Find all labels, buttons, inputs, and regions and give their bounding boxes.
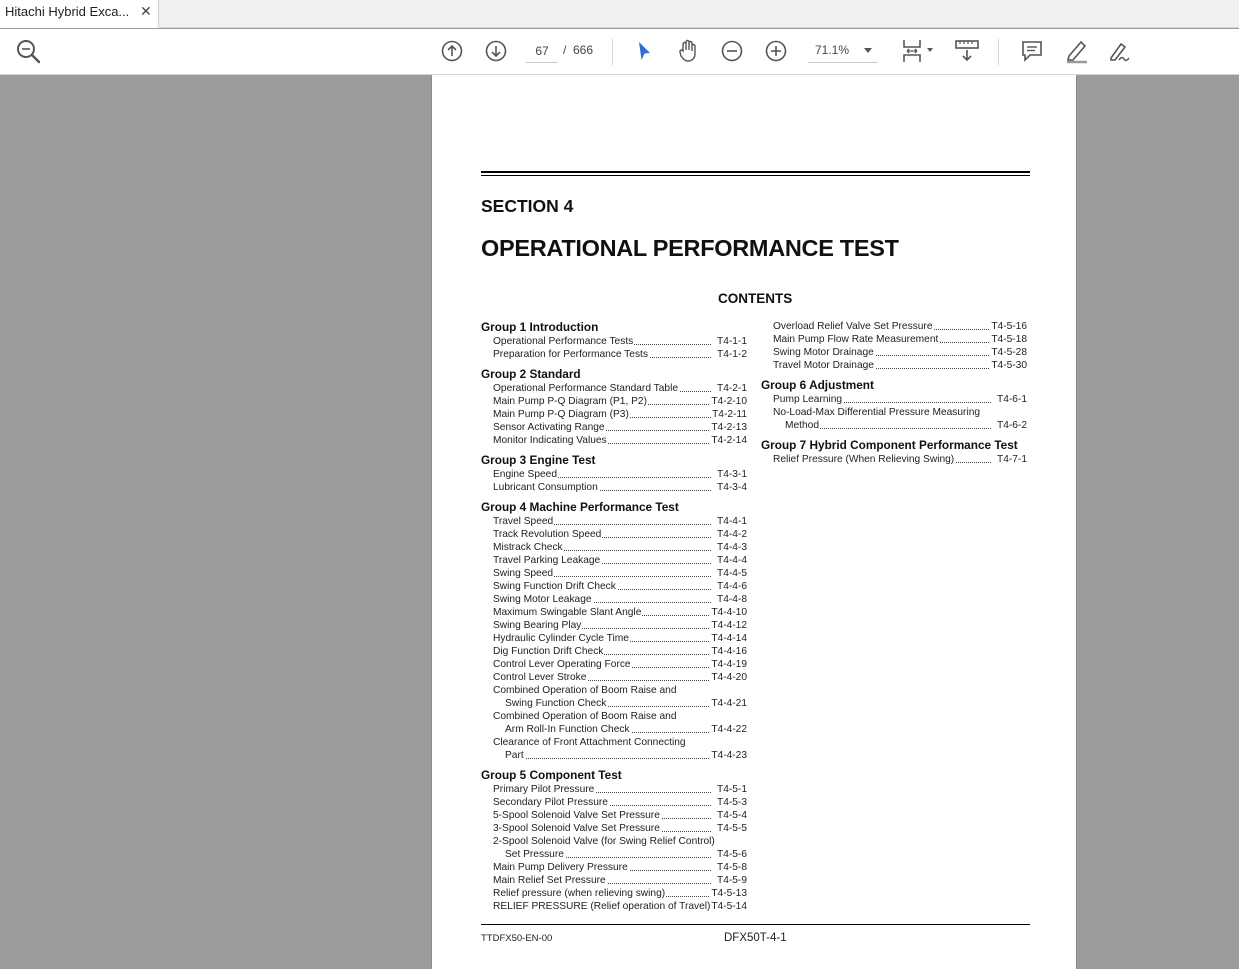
toc-entry-label: Control Lever Stroke: [493, 672, 587, 683]
toc-entry[interactable]: [481, 796, 747, 809]
toc-entry[interactable]: [481, 382, 747, 395]
toc-group-title: Group 6 Adjustment: [761, 378, 874, 392]
toc-entry[interactable]: [481, 335, 747, 348]
toc-entry-label: Track Revolution Speed: [493, 529, 602, 540]
toc-entry-page: T4-4-12: [711, 620, 747, 631]
toc-entry-page: T4-4-19: [711, 659, 747, 670]
header-rule: [481, 171, 1030, 173]
zoom-value: 71.1%: [815, 43, 850, 57]
toc-entry-label: No-Load-Max Differential Pressure Measuring: [773, 407, 981, 418]
toc-entry-page: T4-3-4: [716, 482, 747, 493]
toc-entry-label: Combined Operation of Boom Raise and: [493, 685, 677, 696]
zoom-in-icon[interactable]: [761, 36, 791, 66]
toc-group-title: Group 5 Component Test: [481, 768, 622, 782]
page-down-icon[interactable]: [481, 36, 511, 66]
toc-entry-label: Hydraulic Cylinder Cycle Time: [493, 633, 629, 644]
toc-entry-page: T4-4-3: [716, 542, 747, 553]
toc-entry[interactable]: [481, 348, 747, 361]
toc-entry[interactable]: [761, 333, 1027, 346]
toc-entry-page: T4-4-16: [711, 646, 747, 657]
toc-entry-label: Operational Performance Tests: [493, 336, 634, 347]
toc-entry[interactable]: [481, 658, 747, 671]
toc-entry-page: T4-4-22: [711, 724, 747, 735]
toc-entry-page: T4-4-5: [716, 568, 747, 579]
toc-group-title: Group 4 Machine Performance Test: [481, 500, 679, 514]
toc-entry[interactable]: [761, 393, 1027, 406]
toc-entry-label: 3-Spool Solenoid Valve Set Pressure: [493, 823, 660, 834]
close-icon[interactable]: ✕: [140, 3, 152, 19]
sign-icon[interactable]: [1105, 36, 1135, 66]
toc-leader-dots: [505, 758, 711, 759]
toc-entry-page: T4-5-4: [716, 810, 747, 821]
toc-entry-label: Relief pressure (when relieving swing): [493, 888, 666, 899]
page-separator: /: [563, 43, 567, 57]
tab-strip: [0, 0, 1239, 28]
toc-entry[interactable]: [481, 736, 747, 749]
toc-entry[interactable]: [761, 419, 1027, 432]
toc-entry[interactable]: [481, 468, 747, 481]
toolbar-divider: [998, 39, 999, 65]
toc-entry[interactable]: [481, 874, 747, 887]
toc-entry[interactable]: [481, 567, 747, 580]
toolbar: [0, 29, 1239, 75]
toc-entry[interactable]: [761, 346, 1027, 359]
zoom-select[interactable]: [808, 39, 878, 63]
document-tab[interactable]: [0, 0, 159, 28]
toc-entry-label: Control Lever Operating Force: [493, 659, 631, 670]
toc-entry-label: Main Pump P-Q Diagram (P1, P2): [493, 396, 647, 407]
toc-entry-page: T4-2-13: [711, 422, 747, 433]
toc-entry-page: T4-5-6: [716, 849, 747, 860]
toc-entry-page: T4-4-2: [716, 529, 747, 540]
page-total: 666: [573, 43, 594, 57]
toc-entry-label: Travel Speed: [493, 516, 554, 527]
contents-heading: CONTENTS: [718, 291, 793, 306]
toc-entry-label: Secondary Pilot Pressure: [493, 797, 608, 808]
toc-entry-page: T4-5-9: [716, 875, 747, 886]
toc-entry-page: T4-2-1: [716, 383, 747, 394]
toc-entry-page: T4-5-3: [716, 797, 747, 808]
toc-entry-label: Combined Operation of Boom Raise and: [493, 711, 677, 722]
hand-icon[interactable]: [673, 36, 703, 66]
toc-entry[interactable]: [481, 783, 747, 796]
toc-column-left: [481, 320, 747, 913]
toc-entry-page: T4-7-1: [996, 454, 1027, 465]
zoom-out-icon[interactable]: [717, 36, 747, 66]
toc-entry[interactable]: [481, 606, 747, 619]
header-rule: [481, 175, 1030, 176]
toc-entry-label: Main Relief Set Pressure: [493, 875, 606, 886]
toc-group-title: Group 3 Engine Test: [481, 453, 596, 467]
toc-entry-label: Sensor Activating Range: [493, 422, 605, 433]
toc-entry[interactable]: [481, 619, 747, 632]
highlight-icon[interactable]: [1061, 36, 1091, 66]
toc-entry-label: Main Pump Flow Rate Measurement: [773, 334, 939, 345]
toc-entry-label: Swing Bearing Play: [493, 620, 582, 631]
toc-entry-label: Main Pump P-Q Diagram (P3): [493, 409, 629, 420]
toc-entry-page: T4-2-11: [712, 409, 747, 420]
toc-entry-page: T4-5-1: [716, 784, 747, 795]
toc-entry[interactable]: [481, 835, 747, 848]
toc-entry-label: 5-Spool Solenoid Valve Set Pressure: [493, 810, 660, 821]
toc-entry-label: 2-Spool Solenoid Valve (for Swing Relief Control): [493, 836, 715, 847]
toc-entry[interactable]: [481, 541, 747, 554]
toc-entry-page: T4-5-28: [991, 347, 1027, 358]
toc-entry-page: T4-2-10: [711, 396, 747, 407]
document-page: [431, 75, 1077, 969]
toc-entry-page: T4-4-20: [711, 672, 747, 683]
toc-entry-label: Clearance of Front Attachment Connecting: [493, 737, 686, 748]
toc-entry-page: T4-4-21: [711, 698, 747, 709]
toc-entry-page: T4-2-14: [711, 435, 747, 446]
tab-title: Hitachi Hybrid Exca...: [5, 4, 130, 19]
toc-entry-label: Mistrack Check: [493, 542, 563, 553]
toc-entry-page: T4-4-4: [716, 555, 747, 566]
toc-entry[interactable]: [481, 554, 747, 567]
fit-page-icon[interactable]: [898, 36, 938, 66]
toc-entry[interactable]: [761, 359, 1027, 372]
toc-entry-page: T4-5-13: [711, 888, 747, 899]
toc-entry-page: T4-5-18: [991, 334, 1027, 345]
toc-entry[interactable]: [481, 632, 747, 645]
toc-entry-page: T4-4-6: [716, 581, 747, 592]
toc-entry-page: T4-4-14: [711, 633, 747, 644]
toc-entry-label: Method: [785, 420, 819, 431]
toc-entry[interactable]: [481, 697, 747, 710]
toc-entry[interactable]: [481, 528, 747, 541]
cursor-icon[interactable]: [629, 36, 659, 66]
page-number-input[interactable]: [526, 39, 558, 63]
section-label: SECTION 4: [481, 196, 574, 216]
toc-entry-label: Preparation for Performance Tests: [493, 349, 648, 360]
toc-entry[interactable]: [481, 593, 747, 606]
toc-entry-page: T4-5-8: [716, 862, 747, 873]
toc-entry-page: T4-5-5: [716, 823, 747, 834]
section-title: OPERATIONAL PERFORMANCE TEST: [481, 235, 899, 261]
toc-entry-page: T4-4-23: [711, 750, 747, 761]
chevron-down-icon: [864, 48, 872, 53]
toc-entry[interactable]: [761, 320, 1027, 333]
toc-entry-label: Swing Motor Leakage: [493, 594, 592, 605]
toc-entry-page: T4-3-1: [716, 469, 747, 480]
toc-entry[interactable]: [481, 580, 747, 593]
toc-entry-page: T4-4-10: [711, 607, 747, 618]
toc-entry-label: Set Pressure: [505, 849, 564, 860]
toc-entry-label: Dig Function Drift Check: [493, 646, 604, 657]
toc-entry[interactable]: [481, 645, 747, 658]
scroll-mode-icon[interactable]: [952, 36, 982, 66]
footer-code: TTDFX50-EN-00: [481, 933, 553, 944]
toc-entry-label: Travel Parking Leakage: [493, 555, 601, 566]
toc-entry-page: T4-1-2: [716, 349, 747, 360]
toc-entry[interactable]: [481, 481, 747, 494]
toc-entry-page: T4-4-1: [716, 516, 747, 527]
toc-entry[interactable]: [481, 861, 747, 874]
toc-entry[interactable]: [481, 684, 747, 697]
search-icon[interactable]: [13, 36, 43, 66]
toc-entry[interactable]: [481, 848, 747, 861]
toc-entry-label: Swing Function Check: [505, 698, 607, 709]
toc-group-title: Group 2 Standard: [481, 367, 581, 381]
toc-entry-label: Overload Relief Valve Set Pressure: [773, 321, 933, 332]
toc-entry[interactable]: [481, 710, 747, 723]
toc-entry-label: Travel Motor Drainage: [773, 360, 874, 371]
toc-entry-label: RELIEF PRESSURE (Relief operation of Travel): [493, 901, 711, 912]
toc-entry-page: T4-6-1: [996, 394, 1027, 405]
toc-entry[interactable]: [481, 900, 747, 913]
toc-entry-label: Main Pump Delivery Pressure: [493, 862, 628, 873]
toc-column-right: [761, 320, 1027, 466]
toolbar-divider: [612, 39, 613, 65]
toc-entry[interactable]: [761, 453, 1027, 466]
toc-entry[interactable]: [761, 406, 1027, 419]
toc-entry[interactable]: [481, 434, 747, 447]
toc-entry-label: Monitor Indicating Values: [493, 435, 607, 446]
toc-entry[interactable]: [481, 515, 747, 528]
toc-entry-page: T4-5-30: [991, 360, 1027, 371]
page-up-icon[interactable]: [437, 36, 467, 66]
toc-entry[interactable]: [481, 887, 747, 900]
toc-entry-page: T4-5-16: [991, 321, 1027, 332]
toc-entry-label: Arm Roll-In Function Check: [505, 724, 630, 735]
toc-entry[interactable]: [481, 723, 747, 736]
toc-entry-label: Operational Performance Standard Table: [493, 383, 678, 394]
toc-entry-label: Pump Learning: [773, 394, 843, 405]
toc-entry-page: T4-6-2: [996, 420, 1027, 431]
toc-entry[interactable]: [481, 421, 747, 434]
toc-entry-label: Swing Motor Drainage: [773, 347, 874, 358]
toc-entry-label: Swing Function Drift Check: [493, 581, 616, 592]
toc-group-title: Group 1 Introduction: [481, 320, 599, 334]
toc-entry-page: T4-1-1: [716, 336, 747, 347]
comment-icon[interactable]: [1017, 36, 1047, 66]
toc-entry-label: Engine Speed: [493, 469, 558, 480]
toc-entry[interactable]: [481, 749, 747, 762]
toc-entry[interactable]: [481, 809, 747, 822]
toc-entry-label: Maximum Swingable Slant Angle: [493, 607, 642, 618]
toc-entry-label: Swing Speed: [493, 568, 554, 579]
toc-entry-label: Lubricant Consumption: [493, 482, 598, 493]
footer-rule: [481, 924, 1030, 925]
toc-entry-label: Part: [505, 750, 524, 761]
toc-entry[interactable]: [481, 671, 747, 684]
toc-entry[interactable]: [481, 822, 747, 835]
toc-entry-page: T4-5-14: [711, 901, 747, 912]
toc-entry-page: T4-4-8: [716, 594, 747, 605]
toc-entry-label: Relief Pressure (When Relieving Swing): [773, 454, 955, 465]
page-number-footer: DFX50T-4-1: [724, 932, 787, 944]
toc-entry[interactable]: [481, 395, 747, 408]
toc-group-title: Group 7 Hybrid Component Performance Test: [761, 438, 1018, 452]
toc-entry[interactable]: [481, 408, 747, 421]
toc-entry-label: Primary Pilot Pressure: [493, 784, 595, 795]
